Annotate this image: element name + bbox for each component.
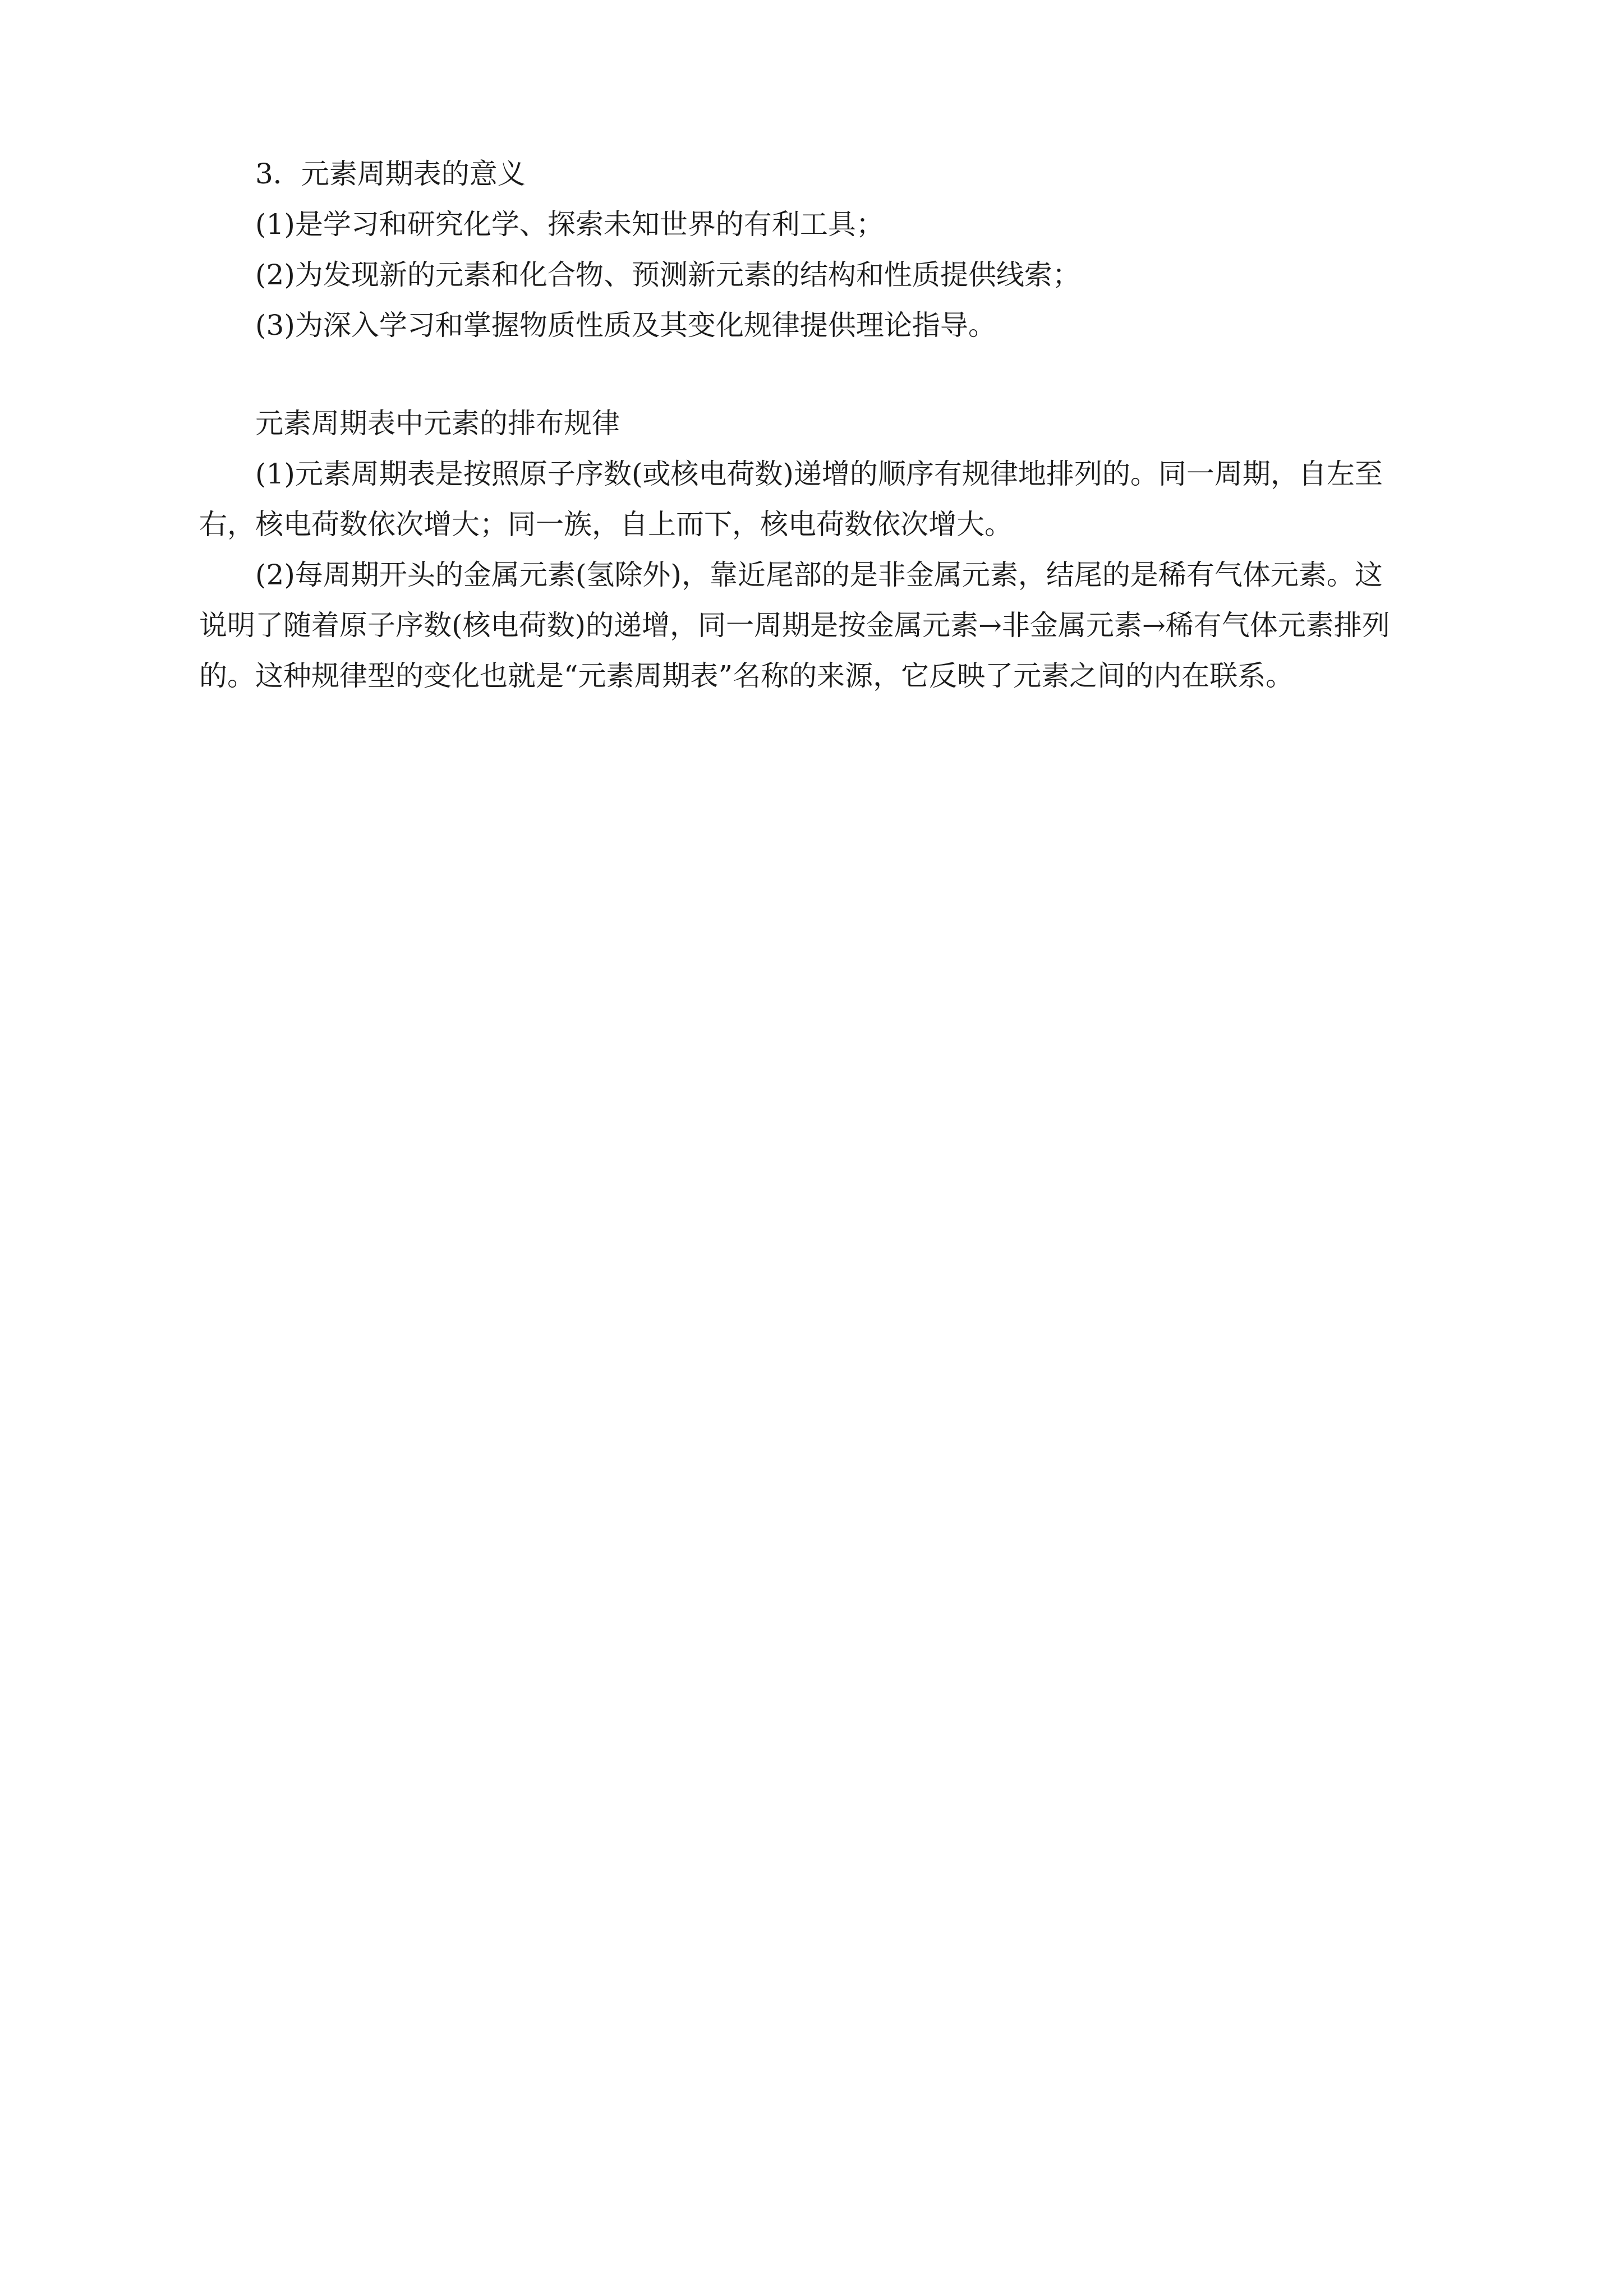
section-arrangement-rules [199,398,1439,701]
section-heading: 元素周期表中元素的排布规律 [255,407,620,440]
paragraph-line: 说明了随着原子序数(核电荷数)的递增，同一周期是按金属元素→非金属元素→稀有气体元素排列 [199,609,1390,642]
paragraph-line: 的。这种规律型的变化也就是“元素周期表”名称的来源，它反映了元素之间的内在联系。 [199,660,1294,692]
section-heading: 3．元素周期表的意义 [255,158,526,190]
list-item: (1)是学习和研究化学、探索未知世界的有利工具； [255,208,884,241]
section-significance [199,149,1439,351]
paragraph [199,449,1439,550]
list-item: (2)为发现新的元素和化合物、预测新元素的结构和性质提供线索； [255,259,1080,291]
paragraph-line: (1)元素周期表是按照原子序数(或核电荷数)递增的顺序有规律地排列的。同一周期，自左至 [255,458,1383,490]
paragraph-line: (2)每周期开头的金属元素(氢除外)，靠近尾部的是非金属元素，结尾的是稀有气体元素。这 [255,559,1383,591]
paragraph-line: 右，核电荷数依次增大；同一族，自上而下，核电荷数依次增大。 [199,508,1013,541]
paragraph [199,550,1439,701]
list-item: (3)为深入学习和掌握物质性质及其变化规律提供理论指导。 [255,309,996,342]
